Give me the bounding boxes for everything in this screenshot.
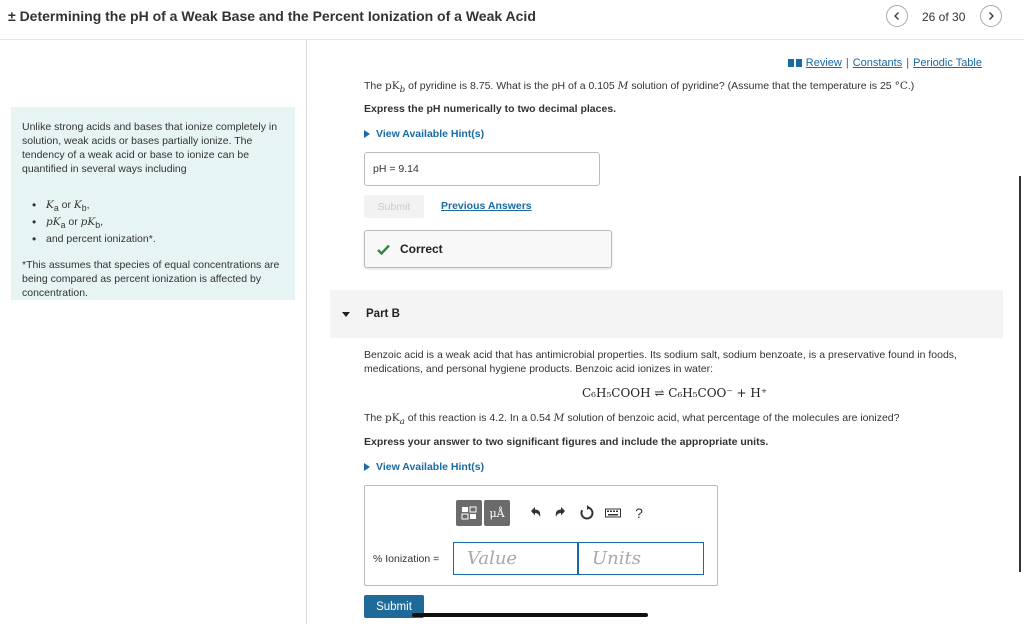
triangle-right-icon [364, 463, 370, 471]
part-a-submit-button[interactable]: Submit [364, 195, 424, 218]
periodic-table-link[interactable]: Periodic Table [913, 57, 982, 69]
part-a-hint-toggle[interactable]: View Available Hint(s) [364, 128, 484, 140]
list-item: • $pK_a$ or $pK_b$, [36, 215, 284, 232]
intro-note: *This assumes that species of equal concentrations are being compared as percent ionization is affected by concentration. [22, 259, 280, 300]
units-input[interactable]: Units [578, 542, 704, 575]
keyboard-button[interactable] [600, 500, 626, 526]
constants-link[interactable]: Constants [852, 57, 903, 69]
templates-icon [461, 505, 477, 521]
intro-paragraph: Unlike strong acids and bases that ionize completely in solution, weak acids or bases partially ionize. The tendency of a weak acid or base to ionize can be quantified in several ways including [22, 121, 278, 175]
page-counter: 26 of 30 [922, 10, 966, 24]
list-item: • and percent ionization*. [36, 232, 284, 246]
part-b-header[interactable]: Part B [330, 290, 1003, 338]
page-title: ± Determining the pH of a Weak Base and the Percent Ionization of a Weak Acid [8, 8, 536, 24]
intro-panel [11, 107, 295, 300]
reset-icon [579, 505, 595, 521]
help-button[interactable]: ? [635, 505, 643, 521]
triangle-right-icon [364, 130, 370, 138]
benzoic-acid-equation: C₆H₅COOH ⇌ C₆H₅COO⁻ + H⁺ [582, 386, 768, 400]
part-a-question: The $pK_b$ of pyridine is 8.75. What is the pH of a 0.105 M solution of pyridine? (Assume that the temperature is 25 °C.) [364, 80, 915, 96]
part-a-answer-display: pH = 9.14 [364, 152, 600, 186]
editor-toolbar [456, 500, 652, 526]
previous-item-button[interactable] [886, 5, 908, 27]
undo-button[interactable] [522, 500, 548, 526]
column-divider [306, 40, 307, 624]
part-b-instruction: Express your answer to two significant figures and include the appropriate units. [364, 436, 769, 448]
ionization-row [373, 542, 704, 575]
part-b-submit-button[interactable]: Submit [364, 595, 424, 618]
checkmark-icon [377, 244, 390, 255]
part-a-instruction: Express the pH numerically to two decimal places. [364, 103, 617, 115]
scrollbar[interactable] [1019, 176, 1021, 572]
answer-editor [364, 485, 718, 586]
next-item-button[interactable] [980, 5, 1002, 27]
home-indicator [412, 613, 648, 617]
list-item: • $K_a$ or $K_b$, [36, 198, 284, 215]
templates-button[interactable] [456, 500, 482, 526]
part-b-question: Benzoic acid is a weak acid that has antimicrobial properties. Its sodium salt, sodium benzoate, is a preservative found in foods, medications, and personal hygiene products. Benzoic acid ionizes in water: [364, 349, 957, 375]
previous-answers-link[interactable]: Previous Answers [441, 200, 532, 212]
header [0, 0, 1024, 40]
resource-links: Review | Constants | Periodic Table [788, 57, 982, 69]
part-b-question-2: The $pK_a$ of this reaction is 4.2. In a 0.54 M solution of benzoic acid, what percentage of the molecules are ionized? [364, 412, 900, 428]
undo-icon [527, 505, 543, 521]
value-input[interactable]: Value [453, 542, 578, 575]
keyboard-icon [605, 505, 621, 521]
redo-icon [553, 505, 569, 521]
part-b-hint-toggle[interactable]: View Available Hint(s) [364, 461, 484, 473]
redo-button[interactable] [548, 500, 574, 526]
review-link[interactable]: Review [805, 57, 842, 69]
caret-down-icon [342, 312, 350, 317]
chevron-left-icon [892, 11, 902, 21]
ionization-label: % Ionization = [373, 552, 440, 565]
reset-button[interactable] [574, 500, 600, 526]
units-button[interactable]: μÅ [484, 500, 510, 526]
intro-list [36, 198, 284, 246]
chevron-right-icon [986, 11, 996, 21]
book-icon [788, 58, 802, 68]
correct-feedback: Correct [364, 230, 612, 268]
